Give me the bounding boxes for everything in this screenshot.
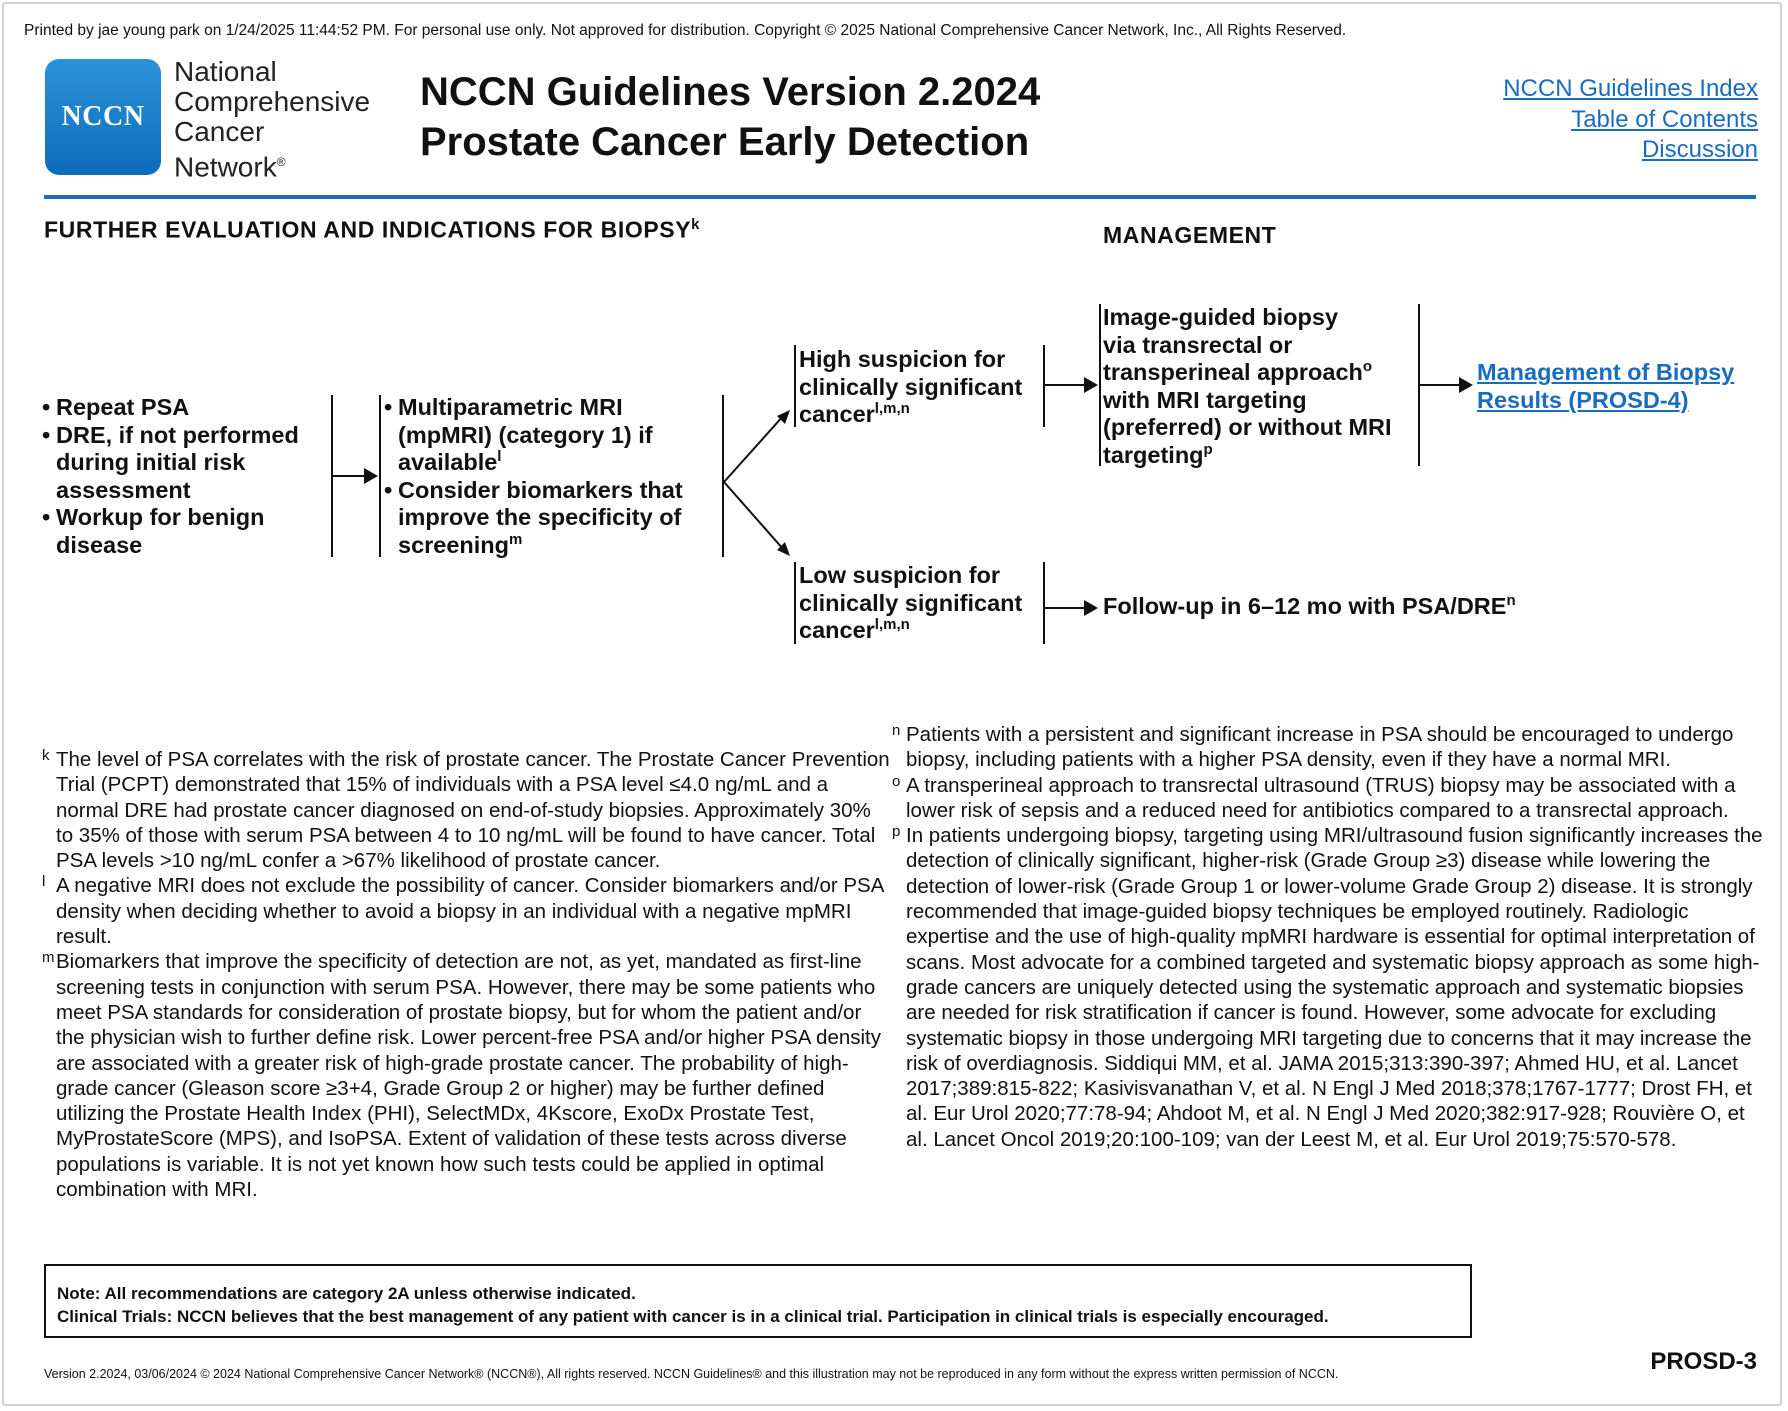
management-heading: MANAGEMENT xyxy=(1103,222,1277,248)
arrow-line xyxy=(1045,607,1087,609)
evaluation-box: • Repeat PSA • DRE, if not performed during initial risk assessment • Workup for benign disease xyxy=(42,394,299,558)
evaluation-heading: FURTHER EVALUATION AND INDICATIONS FOR BIOPSY$^k$ xyxy=(44,216,701,243)
org-name xyxy=(174,57,370,182)
arrow-head-icon xyxy=(1459,377,1473,393)
footnotes-right xyxy=(892,722,1764,1152)
bracket-line xyxy=(1043,562,1045,644)
footnote-k: k The level of PSA correlates with the risk of prostate cancer. The Prostate Cancer Prevention Trial (PCPT) demonstrated that 15% of individuals with a PSA level ≤4.0 ng/mL and a normal DRE had prostate cancer diagnosed on end-of-study biopsies. Approximately 30% to 35% of those with serum PSA between 4 to 10 ng/mL will be found to have cancer. Total PSA levels >10 ng/mL confer a >67% likelihood of prostate cancer. xyxy=(42,747,890,873)
high-suspicion-box: High suspicion for clinically significant cancer$^{l,m,n}$ xyxy=(799,346,1023,427)
arrow-head-icon xyxy=(364,468,378,484)
guideline-title: NCCN Guidelines Version 2.2024 xyxy=(420,70,1041,114)
arrow-line xyxy=(1420,384,1462,386)
registered-mark: ® xyxy=(276,155,286,169)
copyright-footer: Version 2.2024, 03/06/2024 © 2024 National Comprehensive Cancer Network® (NCCN®), All rights reserved. NCCN Guidelines® and this illustration may not be reproduced in any form without the express written permission of NCCN. xyxy=(44,1367,1339,1381)
org-name-line: Comprehensive xyxy=(174,86,371,117)
guidelines-index-link[interactable]: NCCN Guidelines Index xyxy=(1503,75,1758,102)
org-name-line: Network® xyxy=(174,151,286,183)
table-of-contents-link[interactable]: Table of Contents xyxy=(1571,105,1758,133)
arrow-head-icon xyxy=(1084,377,1098,393)
arrow-head-icon xyxy=(1084,600,1098,616)
note-line: Note: All recommendations are category 2A unless otherwise indicated. xyxy=(57,1284,636,1303)
low-suspicion-box: Low suspicion for clinically significant cancer$^{l,m,n}$ xyxy=(799,562,1023,643)
bracket-line xyxy=(794,562,796,644)
bracket-line xyxy=(379,395,381,557)
follow-up-box: Follow-up in 6–12 mo with PSA/DRE$^n$ xyxy=(1103,592,1516,619)
bracket-line xyxy=(1043,345,1045,427)
print-notice: Printed by jae young park on 1/24/2025 11:44:52 PM. For personal use only. Not approved for distribution. Copyright © 2025 National Comprehensive Cancer Network, Inc., All Rights Reserved. xyxy=(24,22,1347,39)
bracket-line xyxy=(1099,304,1101,466)
nav-links xyxy=(1503,74,1758,166)
footnote-n: n Patients with a persistent and significant increase in PSA should be encouraged to undergo biopsy, including patients with a higher PSA density, even if they have a normal MRI. xyxy=(892,722,1734,772)
org-name-line: National xyxy=(174,56,277,87)
footnote-l: l A negative MRI does not exclude the possibility of cancer. Consider biomarkers and/or PSA density when deciding whether to avoid a biopsy in an individual with a negative mpMRI result. xyxy=(42,873,884,949)
note-box xyxy=(44,1264,1472,1338)
clinical-trials-line: Clinical Trials: NCCN believes that the best management of any patient with cancer is in a clinical trial. Participation in clinical trials is especially encouraged. xyxy=(57,1306,1329,1326)
footnote-m: m Biomarkers that improve the specificity of detection are not, as yet, mandated as first-line screening tests in conjunction with serum PSA. However, there may be some patients who meet PSA standards for consideration of prostate biopsy, but for whom the patient and/or the physician wish to further define risk. Lower percent-free PSA and/or higher PSA density are associated with a greater risk of high-grade prostate cancer. The probability of high-grade cancer (Gleason score ≥3+4, Grade Group 2 or higher) may be further defined utilizing the Prostate Health Index (PHI), SelectMDx, 4Kscore, ExoDx Prostate Test, MyProstateScore (MPS), and IsoPSA. Extent of validation of these tests across diverse populations is variable. It is not yet known how such tests could be applied in optimal combination with MRI. xyxy=(42,949,881,1202)
guideline-subtitle: Prostate Cancer Early Detection xyxy=(420,120,1030,164)
mri-box: • Multiparametric MRI (mpMRI) (category 1) if available$^l$ • Consider biomarkers that improve the specificity of screening$^m$ xyxy=(384,394,683,558)
footnote-p: p In patients undergoing biopsy, targeting using MRI/ultrasound fusion significantly increases the detection of clinically significant, higher-risk (Grade Group ≥3) disease while lowering the detection of lower-risk (Grade Group 1 or lower-volume Grade Group 2) disease. It is strongly recommended that image-guided biopsy techniques be employed routinely. Radiologic expertise and the use of high-quality mpMRI hardware is essential for optimal interpretation of scans. Most advocate for a combined targeted and systematic biopsy approach as some high-grade cancers are uniquely detected using the systematic approach and systematic biopsies are needed for risk stratification if cancer is found. However, some advocate for excluding systematic biopsy in those undergoing MRI targeting due to concerns that it may increase the risk of overdiagnosis. Siddiqui MM, et al. JAMA 2015;313:390-397; Ahmed HU, et al. Lancet 2017;389:815-822; Kasivisvanathan V, et al. N Engl J Med 2018;378;1767-1777; Drost FH, et al. Eur Urol 2020;77:78-94; Ahdoot M, et al. N Engl J Med 2020;382:917-928; Rouvière O, et al. Lancet Oncol 2019;20:100-109; van der Leest M, et al. Eur Urol 2019;75:570-578. xyxy=(892,823,1763,1151)
management-of-biopsy-results-link[interactable]: Management of Biopsy Results (PROSD-4) xyxy=(1477,359,1735,413)
branch-arrows-icon xyxy=(722,410,794,560)
footnotes-left xyxy=(42,747,890,1202)
bracket-line xyxy=(794,345,796,427)
biopsy-box: Image-guided biopsy via transrectal or transperineal approach$^o$ with MRI targeting (preferred) or without MRI targeting$^p$ xyxy=(1103,304,1392,468)
discussion-link[interactable]: Discussion xyxy=(1641,136,1758,163)
footnote-o: o A transperineal approach to transrectal ultrasound (TRUS) biopsy may be associated with a lower risk of sepsis and a reduced need for antibiotics compared to a transrectal approach. xyxy=(892,772,1736,822)
header-divider xyxy=(44,195,1756,199)
org-name-line: Cancer xyxy=(174,116,265,147)
nccn-logo: NCCN xyxy=(45,59,161,175)
page-code: PROSD-3 xyxy=(1650,1348,1757,1375)
arrow-line xyxy=(1045,384,1087,386)
